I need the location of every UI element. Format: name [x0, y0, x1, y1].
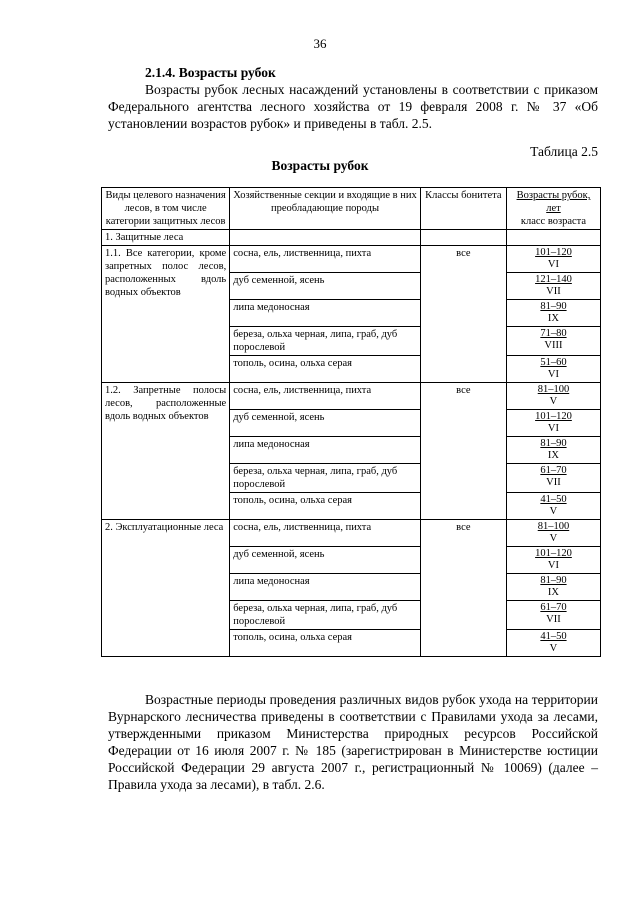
- cutting-age-years: 101–120: [535, 548, 572, 559]
- cutting-age-years: 81–100: [537, 521, 570, 532]
- age-class: VI: [547, 259, 560, 270]
- category-cell: 1.2. Запретные полосы лесов, расположенные вдоль водных объектов: [102, 383, 230, 520]
- group-label: 1. Защитные леса: [102, 230, 230, 246]
- age-cell: [506, 547, 600, 574]
- section-cell: липа медоносная: [230, 300, 421, 327]
- age-class: V: [549, 533, 558, 544]
- age-cell: [506, 300, 600, 327]
- cutting-age-years: 61–70: [540, 602, 567, 613]
- category-cell: 2. Эксплуатационные леса: [102, 520, 230, 657]
- section-cell: липа медоносная: [230, 574, 421, 601]
- header-sections: Хозяйственные секции и входящие в них преобладающие породы: [230, 188, 421, 230]
- group-label-row: [102, 230, 601, 246]
- table-row: [102, 246, 601, 273]
- cutting-age-years: 81–90: [540, 301, 567, 312]
- age-class: VII: [546, 477, 561, 488]
- table-row: [102, 383, 601, 410]
- age-class: VII: [546, 614, 561, 625]
- age-class: VI: [547, 423, 560, 434]
- age-cell: [506, 327, 600, 356]
- age-class: VI: [547, 369, 560, 380]
- age-class: V: [549, 643, 558, 654]
- cutting-age-years: 101–120: [535, 247, 572, 258]
- table-title: Возрасты рубок: [271, 158, 369, 173]
- header-purpose: Виды целевого назначения лесов, в том числе категории защитных лесов: [102, 188, 230, 230]
- age-class: VII: [546, 286, 561, 297]
- age-cell: [506, 464, 600, 493]
- section-cell: тополь, осина, ольха серая: [230, 630, 421, 657]
- age-class: IX: [547, 587, 560, 598]
- age-cell: [506, 356, 600, 383]
- age-class: IX: [547, 313, 560, 324]
- section-cell: береза, ольха черная, липа, граб, дуб порослевой: [230, 464, 421, 493]
- age-class: V: [549, 396, 558, 407]
- section-cell: сосна, ель, лиственница, пихта: [230, 246, 421, 273]
- bonitet-cell: все: [420, 520, 506, 657]
- header-ages: [506, 188, 600, 230]
- age-class: V: [549, 506, 558, 517]
- bonitet-cell: все: [420, 246, 506, 383]
- cutting-age-years: 41–50: [540, 631, 567, 642]
- cutting-age-years: 81–90: [540, 438, 567, 449]
- table-caption: Таблица 2.5: [530, 144, 598, 159]
- header-bonitet: Классы бонитета: [420, 188, 506, 230]
- cutting-age-years: 81–100: [537, 384, 570, 395]
- cutting-age-years: 121–140: [535, 274, 572, 285]
- section-cell: сосна, ель, лиственница, пихта: [230, 520, 421, 547]
- age-cell: [506, 383, 600, 410]
- age-cell: [506, 246, 600, 273]
- category-cell: 1.1. Все категории, кроме запретных полос лесов, расположенных вдоль водных объектов: [102, 246, 230, 383]
- bonitet-cell: все: [420, 383, 506, 520]
- section-cell: береза, ольха черная, липа, граб, дуб порослевой: [230, 327, 421, 356]
- section-cell: дуб семенной, ясень: [230, 410, 421, 437]
- cutting-age-years: 51–60: [540, 357, 567, 368]
- cutting-age-years: 71–80: [540, 328, 567, 339]
- age-class: VIII: [544, 340, 563, 351]
- page-number: 36: [313, 36, 327, 51]
- header-age-class: класс возраста: [520, 216, 587, 227]
- section-heading: 2.1.4. Возрасты рубок: [145, 65, 276, 80]
- cutting-ages-table: [101, 187, 601, 657]
- table-header-row: [102, 188, 601, 230]
- cutting-age-years: 81–90: [540, 575, 567, 586]
- section-cell: береза, ольха черная, липа, граб, дуб порослевой: [230, 601, 421, 630]
- section-cell: липа медоносная: [230, 437, 421, 464]
- cutting-age-years: 41–50: [540, 494, 567, 505]
- cutting-age-years: 101–120: [535, 411, 572, 422]
- age-cell: [506, 630, 600, 657]
- table-row: [102, 520, 601, 547]
- closing-paragraph: Возрастные периоды проведения различных видов рубок ухода на территории Вурнарского лесничества приведены в соответствии с Правилами ухода за лесами, утвержденными приказом Министерства природных ресурсов Российской Федерации от 16 июля 2007 г. № 185 (зарегистрирован в Министерстве юстиции Российской Федерации 29 августа 2007 г., регистрационный № 10069) (далее – Правила ухода за лесами), в табл. 2.6.: [108, 692, 598, 792]
- header-ages-years: Возрасты рубок, лет: [516, 190, 591, 214]
- age-cell: [506, 520, 600, 547]
- section-cell: тополь, осина, ольха серая: [230, 356, 421, 383]
- cutting-age-years: 61–70: [540, 465, 567, 476]
- age-cell: [506, 273, 600, 300]
- age-cell: [506, 601, 600, 630]
- table-body: [102, 230, 601, 657]
- age-class: IX: [547, 450, 560, 461]
- section-cell: дуб семенной, ясень: [230, 273, 421, 300]
- intro-paragraph: Возрасты рубок лесных насаждений установлены в соответствии с приказом Федерального агентства лесного хозяйства от 19 февраля 2008 г. № 37 «Об установлении возрастов рубок» и приведены в табл. 2.5.: [108, 82, 598, 131]
- section-cell: сосна, ель, лиственница, пихта: [230, 383, 421, 410]
- age-class: VI: [547, 560, 560, 571]
- age-cell: [506, 493, 600, 520]
- section-cell: дуб семенной, ясень: [230, 547, 421, 574]
- age-cell: [506, 410, 600, 437]
- age-cell: [506, 437, 600, 464]
- section-cell: тополь, осина, ольха серая: [230, 493, 421, 520]
- age-cell: [506, 574, 600, 601]
